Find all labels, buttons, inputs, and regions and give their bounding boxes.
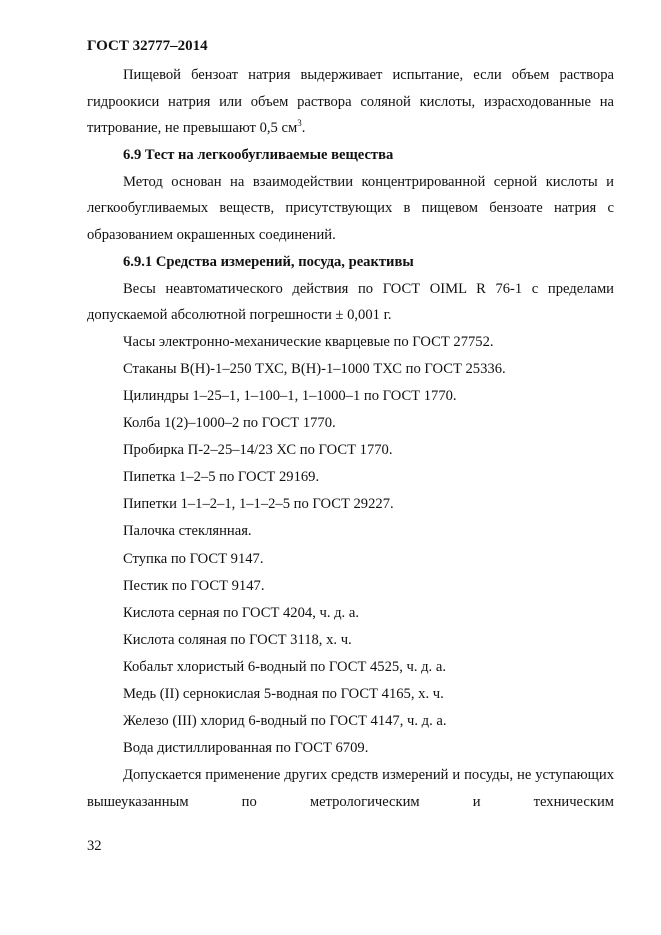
page-content [87, 62, 614, 815]
paragraph-titration [87, 62, 614, 142]
superscript-cubed: 3 [297, 118, 302, 129]
list-item: Пробирка П-2–25–14/23 ХС по ГОСТ 1770. [123, 442, 393, 459]
list-item: Палочка стеклянная. [123, 523, 252, 540]
list-item: Кобальт хлористый 6-водный по ГОСТ 4525, ч. д. а. [123, 658, 446, 675]
list-item: Пестик по ГОСТ 9147. [123, 577, 265, 594]
document-header: ГОСТ 32777–2014 [87, 38, 208, 54]
page-number: 32 [87, 838, 102, 854]
list-item: Часы электронно-механические кварцевые по ГОСТ 27752. [123, 333, 494, 350]
paragraph-scales: Весы неавтоматического действия по ГОСТ OIML R 76-1 с пределами допускаемой абсолютной погрешности ± 0,001 г. [87, 280, 614, 324]
list-item: Кислота соляная по ГОСТ 3118, х. ч. [123, 631, 352, 648]
paragraph-closing: Допускается применение других средств измерений и посуды, не уступающих вышеуказанным по метрологическим и техническим [87, 767, 614, 810]
list-item: Пипетки 1–1–2–1, 1–1–2–5 по ГОСТ 29227. [123, 496, 394, 513]
list-item: Железо (III) хлорид 6-водный по ГОСТ 4147, ч. д. а. [123, 713, 447, 730]
paragraph-titration-text: Пищевой бензоат натрия выдерживает испытание, если объем раствора гидроокиси натрия или объем раствора соляной кислоты, израсходованные на титрование, не превышают 0,5 см [87, 67, 614, 137]
paragraph-titration-end: . [301, 120, 306, 137]
list-item: Медь (II) сернокислая 5-водная по ГОСТ 4165, х. ч. [123, 685, 444, 702]
list-item: Ступка по ГОСТ 9147. [123, 550, 264, 567]
list-item: Пипетка 1–2–5 по ГОСТ 29169. [123, 469, 320, 486]
list-item: Цилиндры 1–25–1, 1–100–1, 1–1000–1 по ГОСТ 1770. [123, 387, 457, 404]
section-heading-6-9-1: 6.9.1 Средства измерений, посуда, реактивы [123, 253, 414, 270]
list-item: Кислота серная по ГОСТ 4204, ч. д. а. [123, 604, 359, 621]
section-heading-6-9: 6.9 Тест на легкообугливаемые вещества [123, 146, 394, 163]
list-item: Колба 1(2)–1000–2 по ГОСТ 1770. [123, 415, 336, 432]
list-item: Вода дистиллированная по ГОСТ 6709. [123, 740, 369, 757]
paragraph-method: Метод основан на взаимодействии концентрированной серной кислоты и легкообугливаемых веществ, присутствующих в пищевом бензоате натрия с образованием окрашенных соединений. [87, 173, 614, 243]
list-item: Стаканы В(Н)-1–250 ТХС, В(Н)-1–1000 ТХС по ГОСТ 25336. [123, 360, 506, 377]
